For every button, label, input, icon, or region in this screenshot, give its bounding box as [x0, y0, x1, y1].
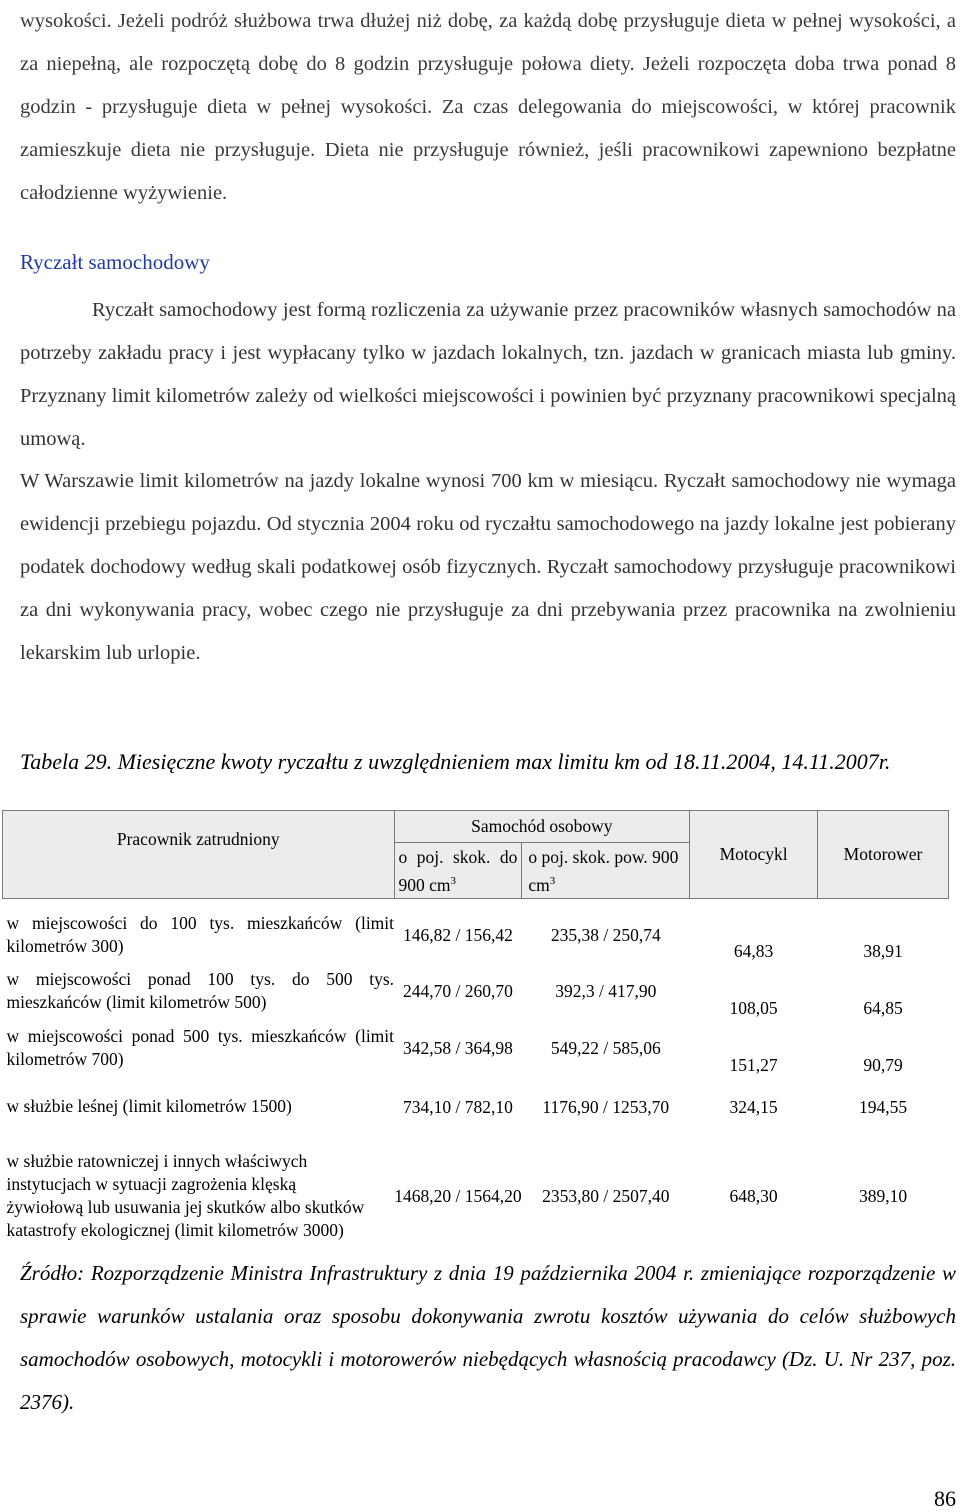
header-motorcycle: [690, 811, 818, 899]
header-car-small-label: o poj. skok. do 900 cm: [398, 846, 518, 895]
row-label: w miejscowości ponad 100 tys. do 500 tys. mieszkańców (limit kilometrów 500): [6, 969, 395, 1012]
header-motorcycle-label: Motocykl: [719, 844, 788, 864]
header-car-label: Samochód osobowy: [471, 816, 613, 836]
table-row: [3, 1137, 949, 1255]
header-moped: [818, 811, 949, 899]
row-label: w miejscowości do 100 tys. mieszkańców (limit kilometrów 300): [6, 912, 395, 956]
page-number: 86: [934, 1486, 956, 1511]
cell-moped: 90,79: [863, 1054, 903, 1075]
cell-motorcycle: 151,27: [729, 1054, 778, 1075]
cell-car-large: 2353,80 / 2507,40: [542, 1185, 670, 1206]
header-employee: [3, 811, 395, 899]
cell-moped: 389,10: [858, 1185, 908, 1206]
row-label: w służbie ratowniczej i innych właściwych instytucjach w sytuacji zagrożenia klęską żywiołową lub usuwania jej skutków albo skutków katastrofy ekologicznej (limit kilometrów 3000): [6, 1150, 365, 1240]
cell-moped: 38,91: [863, 940, 903, 961]
cell-car-small: 1468,20 / 1564,20: [394, 1185, 522, 1206]
cell-car-small: 342,58 / 364,98: [403, 1038, 513, 1058]
cell-moped: 64,85: [863, 997, 903, 1018]
cell-motorcycle: 64,83: [733, 940, 774, 961]
header-car-small: [394, 843, 522, 899]
section-heading: Ryczałt samochodowy: [20, 250, 210, 274]
table-row: [3, 963, 949, 1020]
paragraph-warsaw-limit: W Warszawie limit kilometrów na jazdy lokalne wynosi 700 km w miesiącu. Ryczałt samochodowy nie wymaga ewidencji przebiegu pojazdu. Od stycznia 2004 roku od ryczałtu samochodowego na jazdy lokalne jest pobierany podatek dochodowy według skali podatkowej osób fizycznych. Ryczałt samochodowy przysługuje pracownikowi za dni wykonywania pracy, wobec czego nie przysługuje za dni przebywania przez pracownika na zwolnieniu lekarskim lub urlopie.: [20, 470, 956, 664]
table-row: [3, 1020, 949, 1077]
header-car: [394, 811, 690, 843]
cell-car-large: 1176,90 / 1253,70: [542, 1096, 670, 1117]
intro-paragraph: wysokości. Jeżeli podróż służbowa trwa dłużej niż dobę, za każdą dobę przysługuje dieta w pełnej wysokości, a za niepełną, ale rozpoczętą dobę do 8 godzin przysługuje połowa diety. Jeżeli rozpoczęta doba trwa ponad 8 godzin - przysługuje dieta w pełnej wysokości. Za czas delegowania do miejscowości, w której pracownik zamieszkuje dieta nie przysługuje. Dieta nie przysługuje również, jeśli pracownikowi zapewniono bezpłatne całodzienne wyżywienie.: [20, 10, 956, 204]
row-label: w służbie leśnej (limit kilometrów 1500): [6, 1096, 292, 1116]
rates-table: [2, 810, 949, 1255]
table-row: [3, 907, 949, 963]
cell-car-small: 244,70 / 260,70: [403, 981, 513, 1001]
cm3-superscript: 3: [549, 874, 556, 887]
row-label: w miejscowości ponad 500 tys. mieszkańców (limit kilometrów 700): [6, 1026, 395, 1069]
header-car-large: [522, 843, 690, 899]
cell-moped: 194,55: [858, 1096, 908, 1117]
cm3-superscript: 3: [450, 874, 457, 887]
paragraph-car-allowance: Ryczałt samochodowy jest formą rozliczenia za używanie przez pracowników własnych samochodów na potrzeby zakładu pracy i jest wypłacany tylko w jazdach lokalnych, tzn. jazdach w granicach miasta lub gminy. Przyznany limit kilometrów zależy od wielkości miejscowości i powinien być przyznany pracownikowi specjalną umową.: [20, 299, 956, 450]
cell-car-large: 392,3 / 417,90: [555, 981, 657, 1001]
cell-car-small: 146,82 / 156,42: [403, 924, 513, 945]
cell-motorcycle: 648,30: [729, 1185, 778, 1206]
source-note: Źródło: Rozporządzenie Ministra Infrastruktury z dnia 19 października 2004 r. zmieniające rozporządzenie w sprawie warunków ustalania oraz sposobu dokonywania zwrotu kosztów używania do celów służbowych samochodów osobowych, motocykli i motorowerów niebędących własnością pracodawcy (Dz. U. Nr 237, poz. 2376).: [20, 1261, 956, 1414]
table-caption: Tabela 29. Miesięczne kwoty ryczałtu z uwzględnieniem max limitu km od 18.11.2004, 14.11.2007r.: [20, 749, 891, 774]
cell-car-large: 235,38 / 250,74: [550, 924, 661, 945]
cell-motorcycle: 324,15: [729, 1096, 778, 1117]
header-employee-label: Pracownik zatrudniony: [116, 829, 280, 849]
header-moped-label: Motorower: [843, 844, 923, 864]
cell-car-large: 549,22 / 585,06: [550, 1038, 661, 1058]
header-car-large-label: o poj. skok. pow. 900 cm: [528, 846, 679, 895]
table-row: [3, 1077, 949, 1137]
cell-motorcycle: 108,05: [729, 997, 778, 1018]
cell-car-small: 734,10 / 782,10: [403, 1096, 513, 1117]
